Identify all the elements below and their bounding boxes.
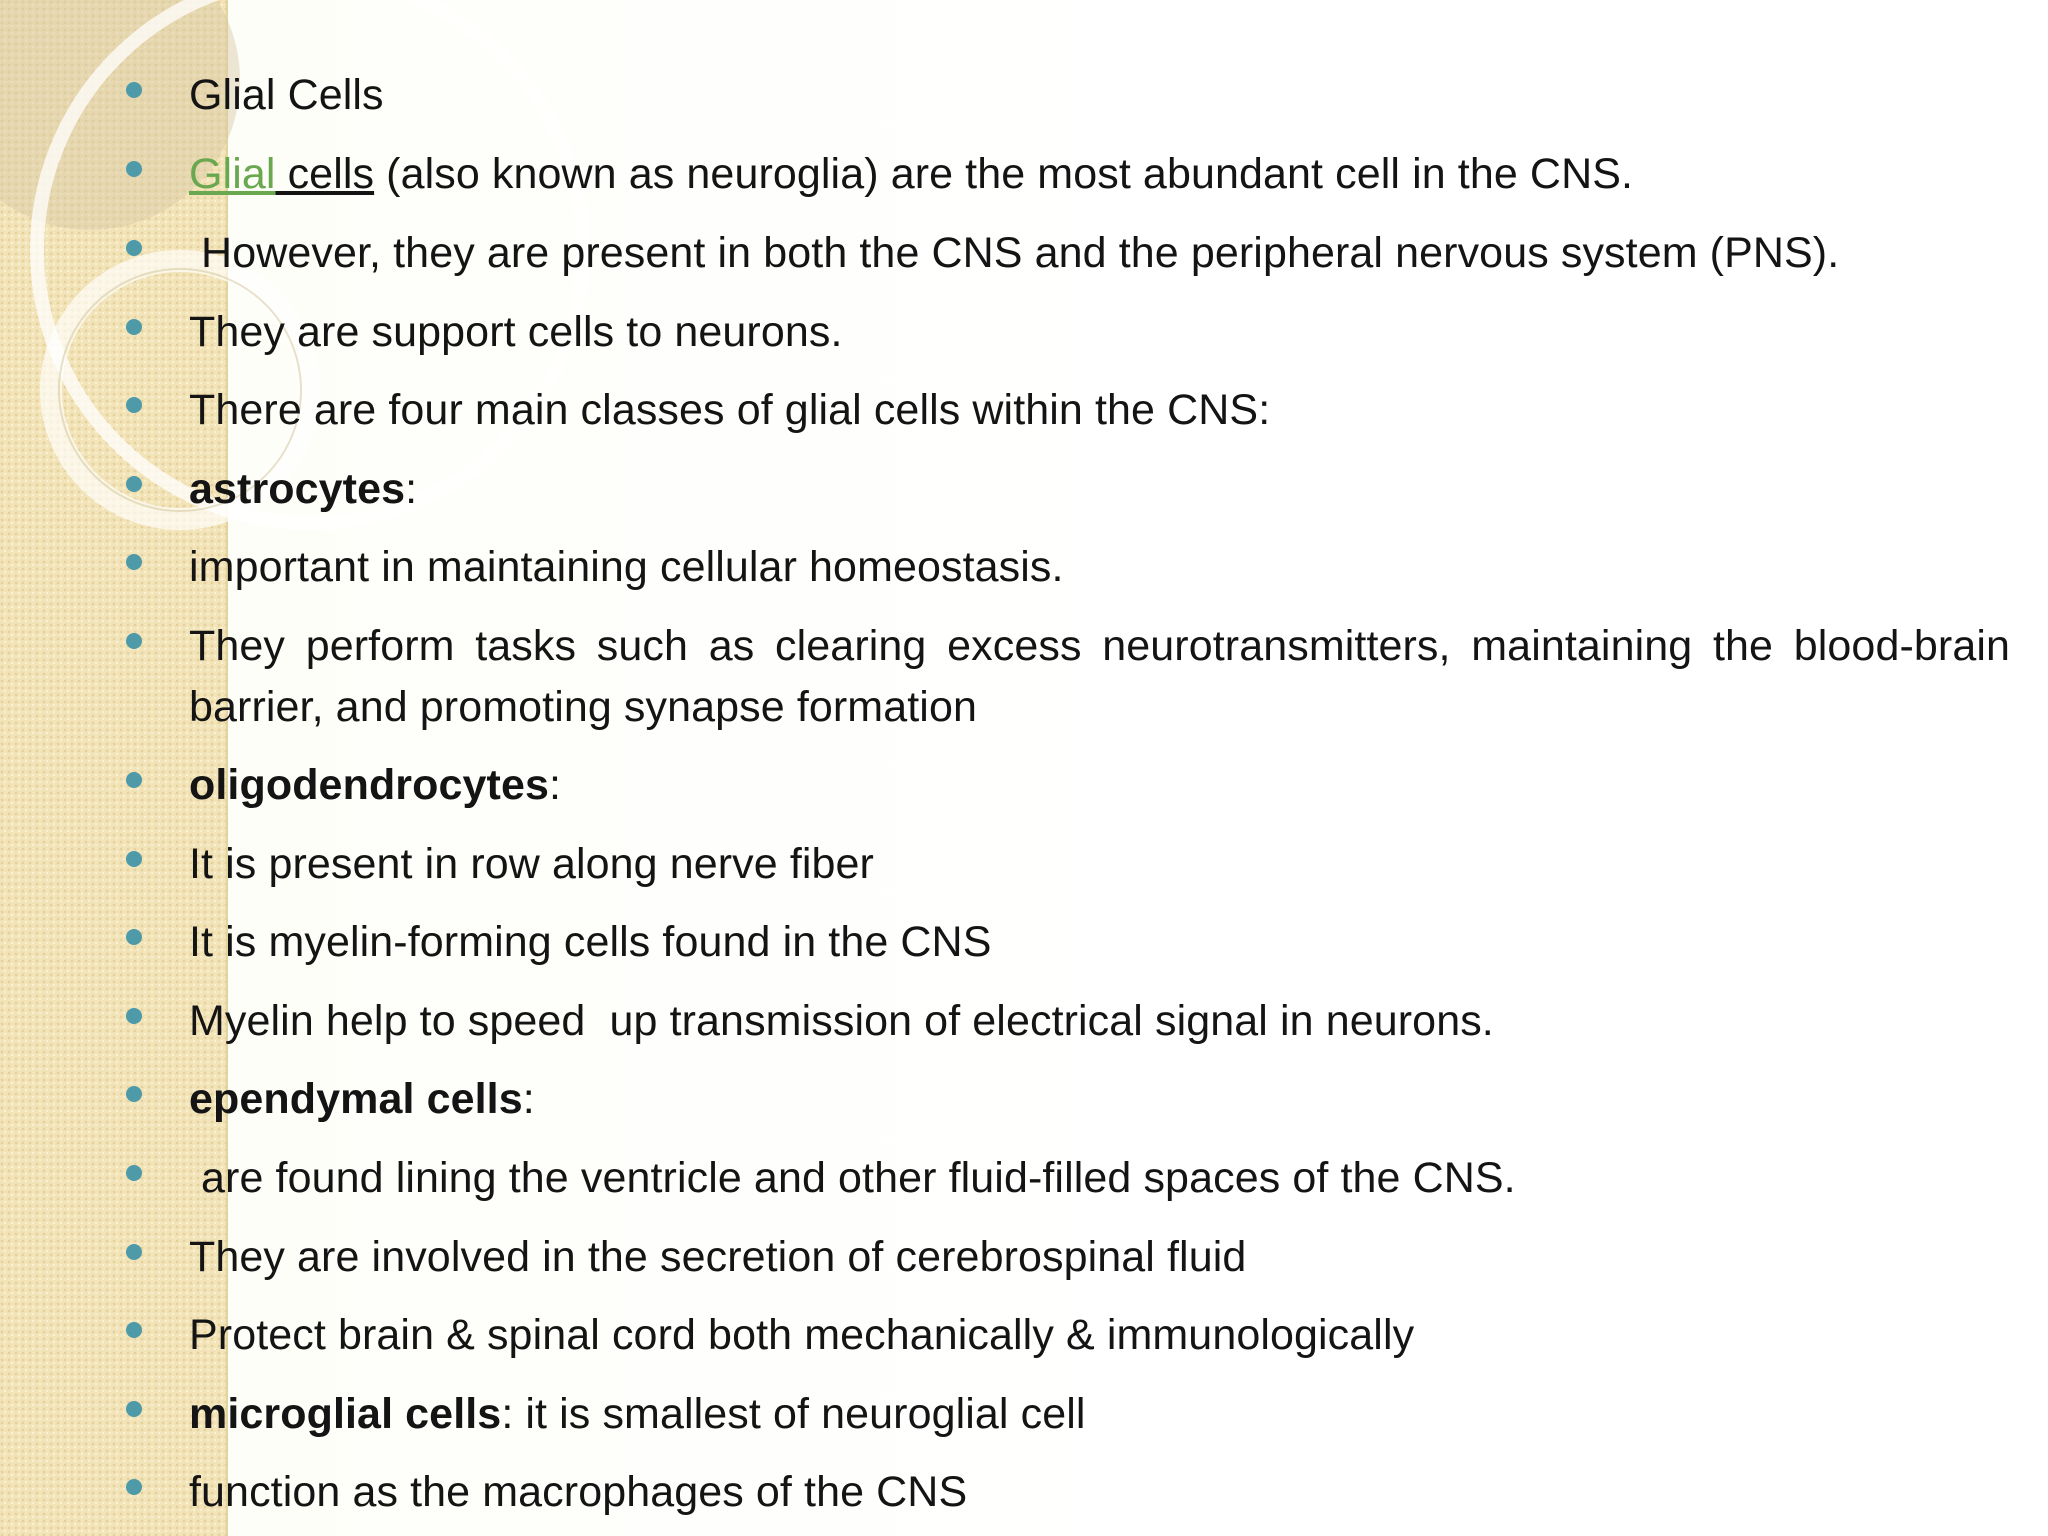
bullet-dot-icon	[126, 476, 142, 492]
bullet-text: However, they are present in both the CNS and the peripheral nervous system (PNS).	[189, 229, 1840, 277]
bullet-dot-icon	[126, 554, 142, 570]
bullet-text: They are support cells to neurons.	[189, 308, 843, 356]
bullet-dot-icon	[126, 1244, 142, 1260]
heading-ependymal-cells: ependymal cells	[189, 1075, 523, 1123]
bullet-text-rest: (also known as neuroglia) are the most abundant cell in the CNS.	[374, 150, 1634, 198]
bullet-text: Protect brain & spinal cord both mechanically & immunologically	[189, 1311, 1415, 1359]
bullet-text-rest: :	[548, 761, 562, 809]
bullet-dot-icon	[126, 929, 142, 945]
bullet-dot-icon	[126, 82, 142, 98]
bullet-text	[189, 1384, 2010, 1445]
bullet-dot-icon	[126, 851, 142, 867]
bullet-text: function as the macrophages of the CNS	[189, 1468, 968, 1516]
cells-link[interactable]: cells	[275, 150, 375, 198]
bullet-dot-icon	[126, 397, 142, 413]
bullet-text: It is myelin-forming cells found in the CNS	[189, 918, 992, 966]
bullet-text	[189, 755, 2010, 816]
bullet-text: It is present in row along nerve fiber	[189, 840, 874, 888]
bullet-dot-icon	[126, 240, 142, 256]
bullet-text	[189, 1069, 2010, 1130]
heading-microglial-cells: microglial cells	[189, 1390, 502, 1438]
bullet-text	[189, 459, 2010, 520]
bullet-dot-icon	[126, 1008, 142, 1024]
bullet-text-rest: :	[522, 1075, 535, 1123]
bullet-text: There are four main classes of glial cells within the CNS:	[189, 386, 1271, 434]
bullet-text: important in maintaining cellular homeostasis.	[189, 543, 1064, 591]
bullet-text-rest: :	[405, 465, 418, 513]
heading-oligodendrocytes: oligodendrocytes	[189, 761, 549, 809]
bullet-dot-icon	[126, 1479, 142, 1495]
bullet-text: are found lining the ventricle and other fluid-filled spaces of the CNS.	[189, 1154, 1516, 1202]
bullet-dot-icon	[126, 772, 142, 788]
bullet-text	[189, 144, 2010, 205]
glial-link[interactable]: Glial	[189, 150, 276, 198]
bullet-text: Myelin help to speed up transmission of electrical signal in neurons.	[189, 997, 1494, 1045]
bullet-text: Glial Cells	[189, 71, 384, 119]
bullet-text-rest: : it is smallest of neuroglial cell	[501, 1390, 1086, 1438]
bullet-text: They perform tasks such as clearing excess neurotransmitters, maintaining the blood-brain barrier, and promoting synapse formation	[189, 622, 2010, 731]
bullet-dot-icon	[126, 161, 142, 177]
bullet-dot-icon	[126, 1086, 142, 1102]
bullet-dot-icon	[126, 1401, 142, 1417]
bullet-dot-icon	[126, 1165, 142, 1181]
bullet-dot-icon	[126, 1322, 142, 1338]
bullet-text: They are involved in the secretion of cerebrospinal fluid	[189, 1233, 1247, 1281]
bullet-dot-icon	[126, 319, 142, 335]
bullet-dot-icon	[126, 633, 142, 649]
heading-astrocytes: astrocytes	[189, 465, 406, 513]
